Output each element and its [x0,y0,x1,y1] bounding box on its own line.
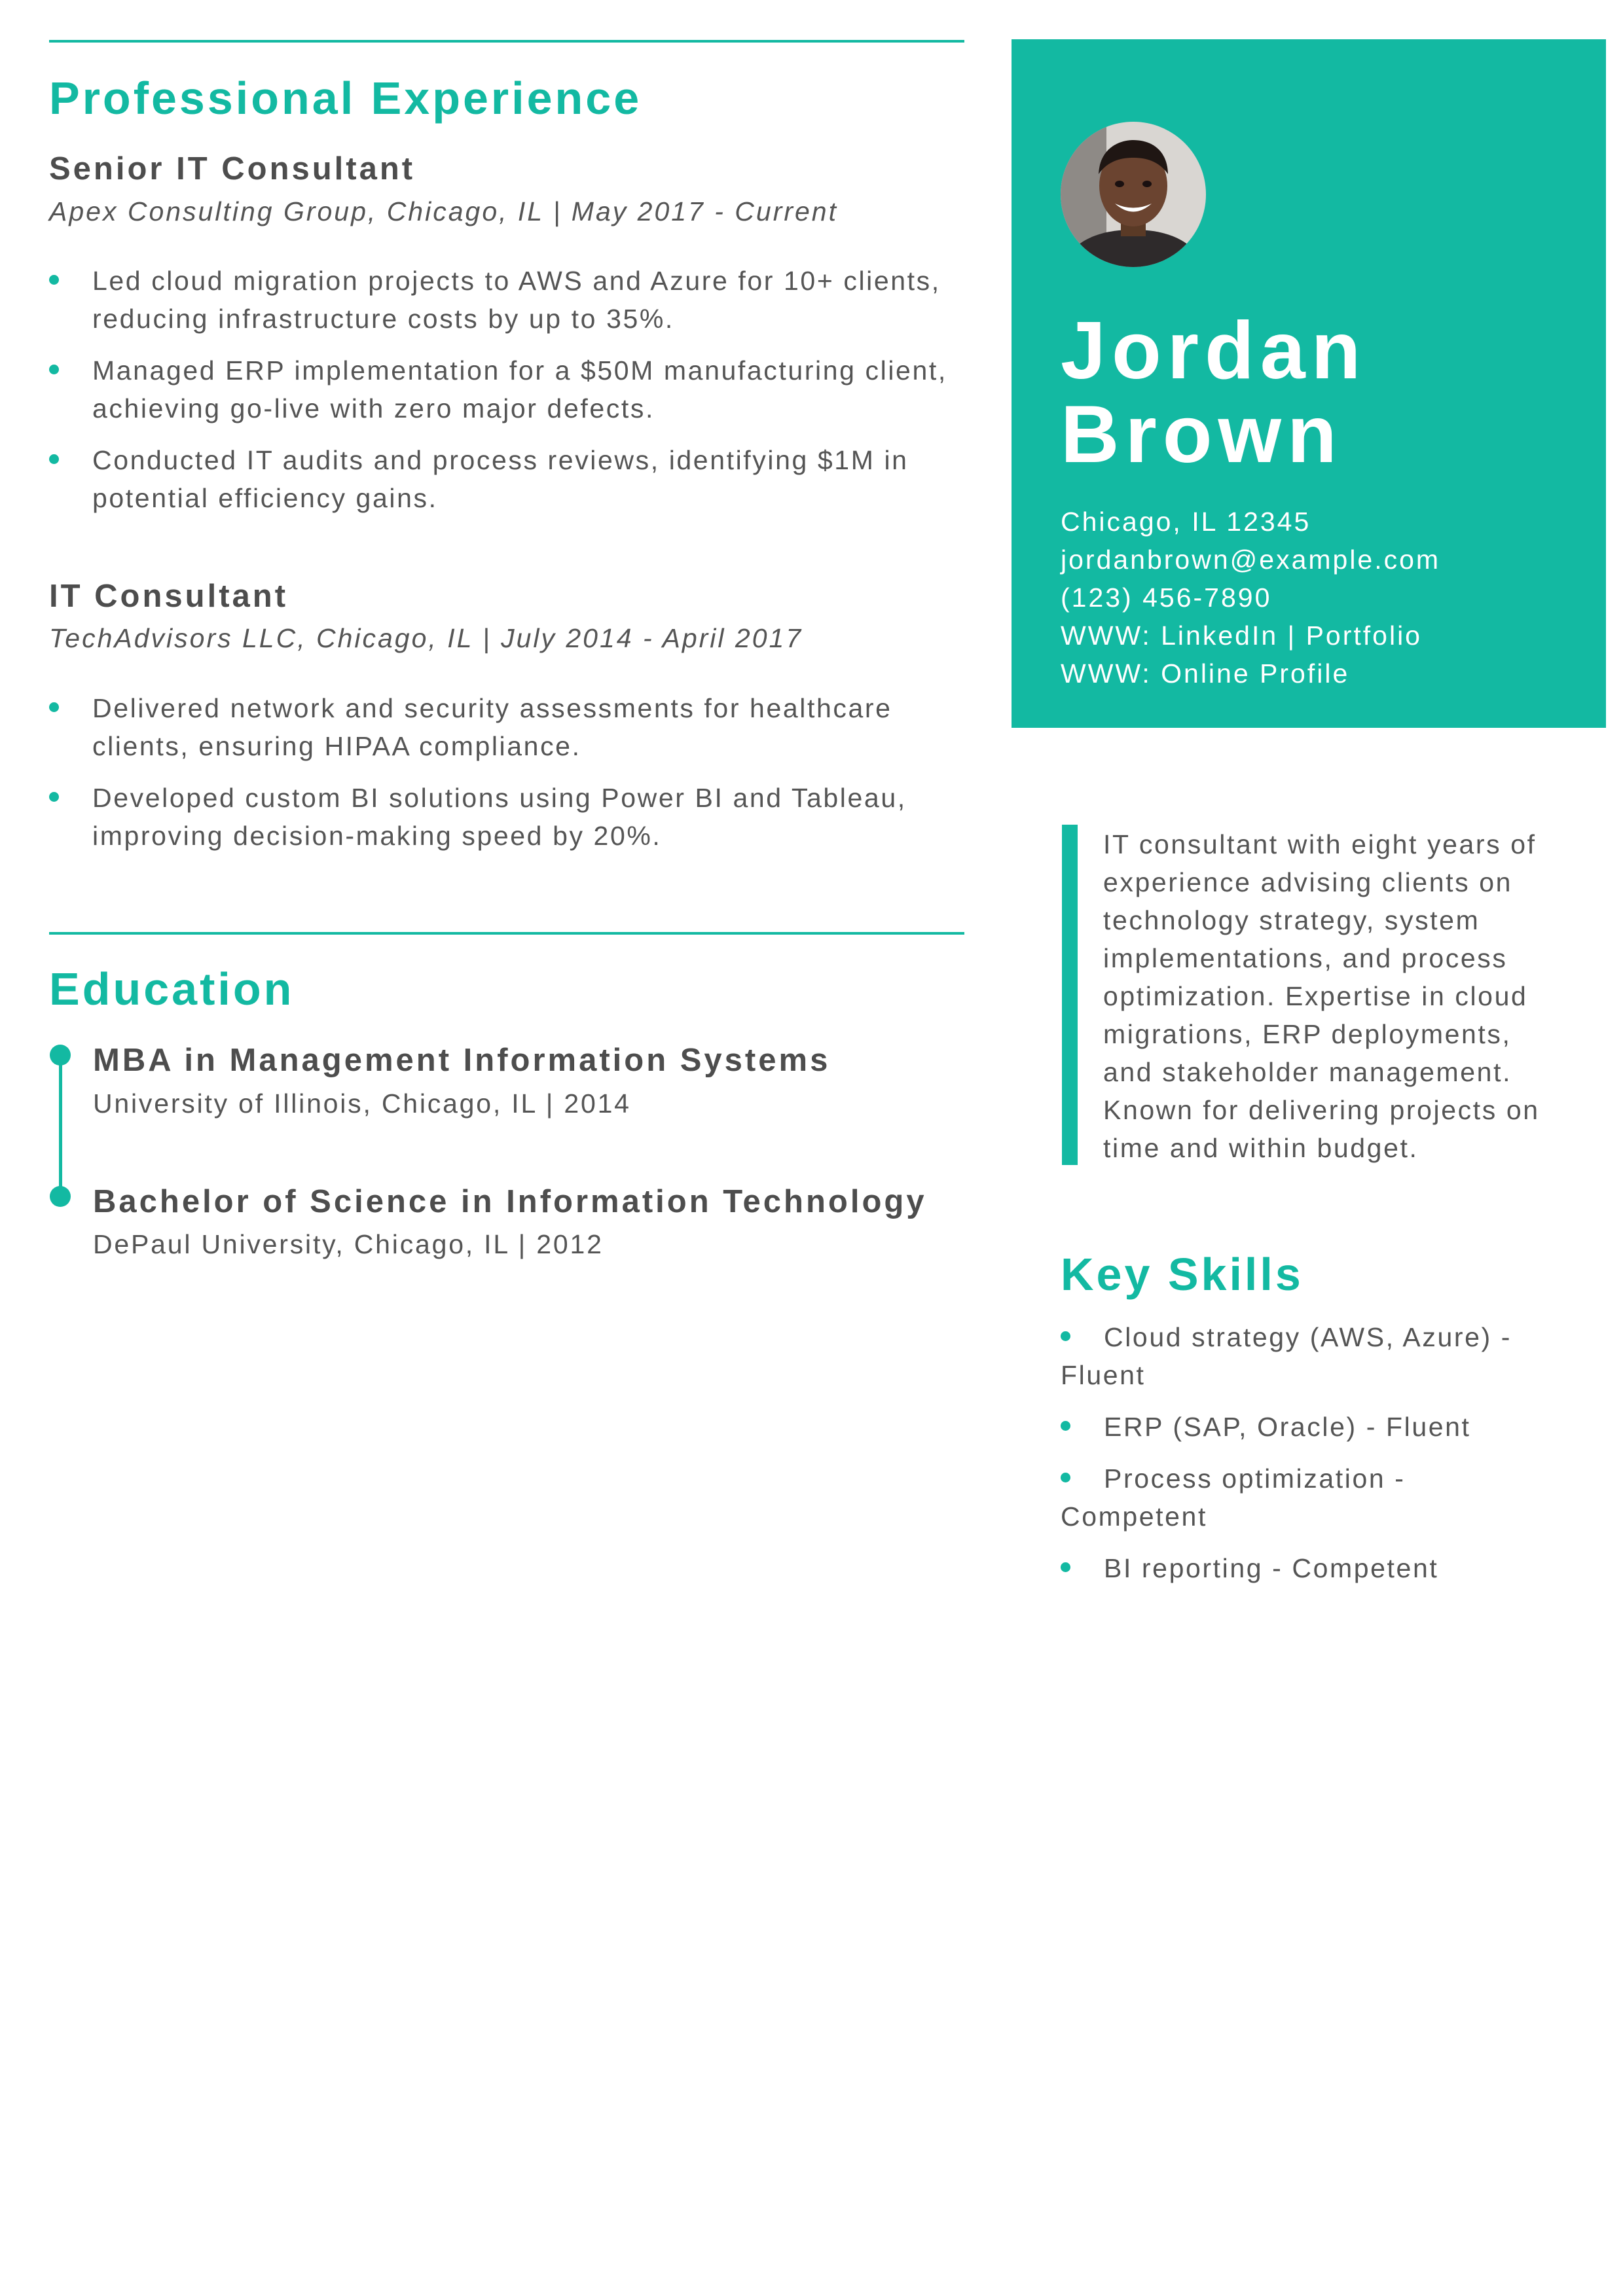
bullet-line: improving decision-making speed by 20%. [92,821,662,851]
skill-line: Process optimization - [1104,1463,1406,1494]
job-title: Senior IT Consultant [49,151,416,187]
summary-line: Known for delivering projects on [1103,1095,1540,1125]
bullet-line: reducing infrastructure costs by up to 35%. [92,304,674,334]
job-bullets [49,689,979,869]
bullet-line: Managed ERP implementation for a $50M manufacturing client, [92,355,947,386]
job-bullets [49,262,979,531]
summary-line: IT consultant with eight years of [1103,829,1537,859]
contact-phone[interactable]: (123) 456-7890 [1061,583,1272,613]
contact-links[interactable]: WWW: LinkedIn | Portfolio [1061,620,1422,651]
skill-line: ERP (SAP, Oracle) - Fluent [1104,1412,1471,1442]
bullet-dot-icon [49,792,59,802]
summary-text [1103,825,1575,1167]
job-meta: Apex Consulting Group, Chicago, IL | May 2017 - Current [49,196,838,226]
contact-block [1061,503,1440,692]
summary-line: and stakeholder management. [1103,1057,1512,1087]
summary-accent-bar [1062,825,1078,1165]
skill-line: Competent [1061,1501,1207,1532]
bullet-dot-icon [49,365,59,374]
bullet-line: Conducted IT audits and process reviews, identifying $1M in [92,445,909,475]
contact-profile[interactable]: WWW: Online Profile [1061,658,1350,689]
list-item [1061,1549,1558,1587]
list-item [49,779,979,855]
contact-email[interactable]: jordanbrown@example.com [1061,545,1441,575]
avatar [1061,122,1206,267]
degree-title: MBA in Management Information Systems [93,1043,831,1078]
skills-heading: Key Skills [1061,1249,1304,1300]
timeline-dot-icon [50,1186,71,1207]
bullet-dot-icon [1061,1473,1070,1482]
contact-address: Chicago, IL 12345 [1061,507,1311,537]
name-first: Jordan [1061,306,1367,396]
skills-list [1061,1318,1558,1601]
bullet-line: Developed custom BI solutions using Power BI and Tableau, [92,783,907,813]
timeline-line [59,1055,62,1196]
skill-line: Cloud strategy (AWS, Azure) - [1104,1322,1512,1352]
list-item [1061,1408,1558,1446]
bullet-dot-icon [1061,1331,1070,1341]
avatar-portrait-icon [1061,122,1206,267]
bullet-dot-icon [1061,1421,1070,1431]
summary-line: optimization. Expertise in cloud [1103,981,1528,1011]
list-item [1061,1318,1558,1394]
list-item [49,441,979,517]
experience-rule [49,40,964,43]
job-title: IT Consultant [49,579,289,614]
bullet-line: clients, ensuring HIPAA compliance. [92,731,581,761]
bullet-dot-icon [49,275,59,285]
summary-line: migrations, ERP deployments, [1103,1019,1512,1049]
summary-line: technology strategy, system [1103,905,1480,935]
bullet-dot-icon [49,702,59,712]
job-meta: TechAdvisors LLC, Chicago, IL | July 2014 - April 2017 [49,623,803,653]
skill-line: Fluent [1061,1360,1146,1390]
skill-line: BI reporting - Competent [1104,1553,1439,1583]
bullet-line: Delivered network and security assessments for healthcare [92,693,892,723]
name-last: Brown [1061,389,1343,480]
summary-line: experience advising clients on [1103,867,1512,897]
bullet-line: Led cloud migration projects to AWS and Azure for 10+ clients, [92,266,941,296]
degree-title: Bachelor of Science in Information Technology [93,1184,927,1219]
timeline-dot-icon [50,1045,71,1066]
bullet-dot-icon [1061,1562,1070,1572]
bullet-line: achieving go-live with zero major defects. [92,393,655,423]
summary-line: implementations, and process [1103,943,1508,973]
list-item [49,689,979,765]
bullet-line: potential efficiency gains. [92,483,438,513]
school-info: University of Illinois, Chicago, IL | 2014 [93,1088,631,1119]
list-item [49,351,979,427]
bullet-dot-icon [49,454,59,464]
summary-line: time and within budget. [1103,1133,1419,1163]
list-item [1061,1460,1558,1535]
list-item [49,262,979,338]
education-rule [49,932,964,935]
school-info: DePaul University, Chicago, IL | 2012 [93,1229,604,1259]
education-heading: Education [49,963,295,1014]
experience-heading: Professional Experience [49,73,642,124]
